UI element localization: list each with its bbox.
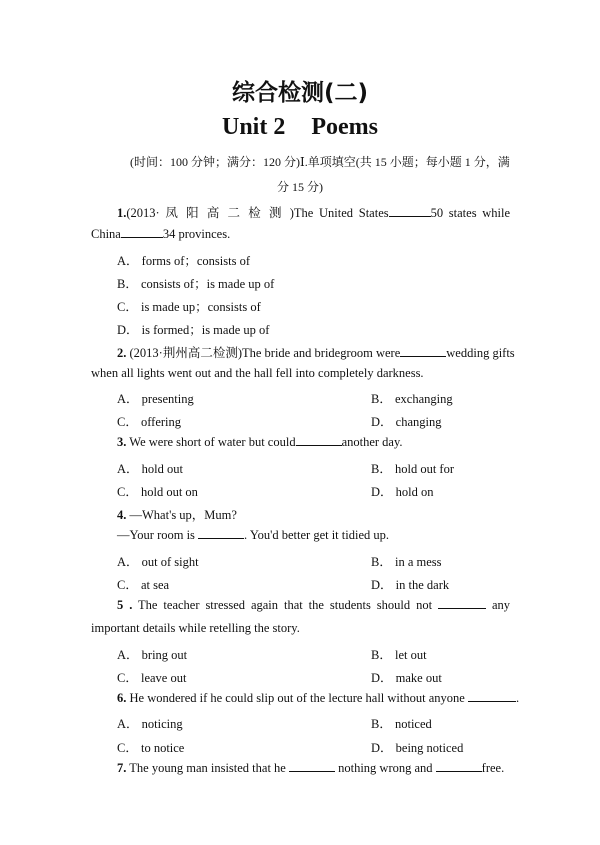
question-number: 2.	[117, 346, 127, 360]
exam-meta-line1: (时间：100 分钟；满分：120 分)Ⅰ.单项填空(共 15 小题；每小题 1 分，满	[130, 155, 510, 169]
question-1-option-b[interactable]: B． consists of；is made up of	[117, 277, 275, 291]
question-5-option-c[interactable]: C． leave out	[117, 671, 187, 685]
question-number: 4.	[117, 508, 127, 522]
question-1-option-a[interactable]: A． forms of；consists of	[117, 254, 250, 268]
question-1-option-d[interactable]: D． is formed；is made up of	[117, 323, 270, 337]
question-3-option-a[interactable]: A． hold out	[117, 462, 183, 476]
unit-topic: Poems	[311, 114, 378, 140]
answer-blank	[198, 528, 244, 539]
question-5-option-d[interactable]: D． make out	[371, 671, 442, 685]
question-4-stem-line1: 4. —What's up，Mum?	[117, 508, 237, 522]
unit-label: Unit 2	[222, 114, 286, 140]
answer-blank	[121, 227, 163, 238]
question-5-option-b[interactable]: B． let out	[371, 648, 427, 662]
question-5-stem-line2: important details while retelling the story.	[91, 621, 300, 635]
question-4-option-a[interactable]: A． out of sight	[117, 555, 199, 569]
answer-blank	[438, 598, 486, 609]
question-number: 7.	[117, 761, 127, 775]
answer-blank	[296, 435, 342, 446]
question-1-stem-line2: China 34 provinces.	[91, 227, 231, 241]
question-5-stem-line1: 5 . The teacher stressed again that the students should not any	[117, 598, 511, 612]
question-3-option-b[interactable]: B． hold out for	[371, 462, 454, 476]
question-3-option-c[interactable]: C． hold out on	[117, 485, 198, 499]
question-3-option-d[interactable]: D． hold on	[371, 485, 434, 499]
question-number: 6.	[117, 691, 127, 705]
question-2-stem-line1: 2. (2013·荆州高二检测)The bride and bridegroom were wedding gifts	[117, 346, 515, 360]
answer-blank	[289, 761, 335, 772]
question-2-option-a[interactable]: A． presenting	[117, 392, 194, 406]
question-number: 1.	[117, 206, 127, 220]
question-6-option-d[interactable]: D． being noticed	[371, 741, 464, 755]
exam-meta-line2: 分 15 分)	[277, 180, 323, 194]
question-2-option-c[interactable]: C． offering	[117, 415, 182, 429]
answer-blank	[436, 761, 482, 772]
question-6-option-c[interactable]: C． to notice	[117, 741, 185, 755]
question-3-stem: 3. We were short of water but could another day.	[117, 435, 403, 449]
question-number: 3.	[117, 435, 127, 449]
answer-blank	[389, 206, 431, 217]
question-4-option-d[interactable]: D． in the dark	[371, 578, 450, 592]
question-number: 5 .	[117, 598, 133, 612]
question-7-stem: 7. The young man insisted that he nothing wrong and free.	[117, 761, 505, 775]
answer-blank	[400, 346, 446, 357]
question-4-option-c[interactable]: C． at sea	[117, 578, 170, 592]
question-6-stem: 6. He wondered if he could slip out of the lecture hall without anyone .	[117, 691, 520, 705]
question-4-option-b[interactable]: B． in a mess	[371, 555, 442, 569]
question-1-stem-line1: 1.(2013· 凤 阳 高 二 检 测 )The United States 50 states while	[117, 206, 511, 220]
question-2-option-b[interactable]: B． exchanging	[371, 392, 453, 406]
question-4-stem-line2: —Your room is . You'd better get it tidied up.	[117, 528, 389, 542]
unit-title	[0, 114, 600, 141]
page-title: 综合检测(二)	[231, 80, 369, 106]
question-2-option-d[interactable]: D． changing	[371, 415, 442, 429]
question-1-option-c[interactable]: C． is made up；consists of	[117, 300, 261, 314]
answer-blank	[468, 691, 516, 702]
question-5-option-a[interactable]: A． bring out	[117, 648, 188, 662]
question-6-option-a[interactable]: A． noticing	[117, 717, 183, 731]
question-6-option-b[interactable]: B． noticed	[371, 717, 432, 731]
question-2-stem-line2: when all lights went out and the hall fell into completely darkness.	[91, 366, 424, 380]
